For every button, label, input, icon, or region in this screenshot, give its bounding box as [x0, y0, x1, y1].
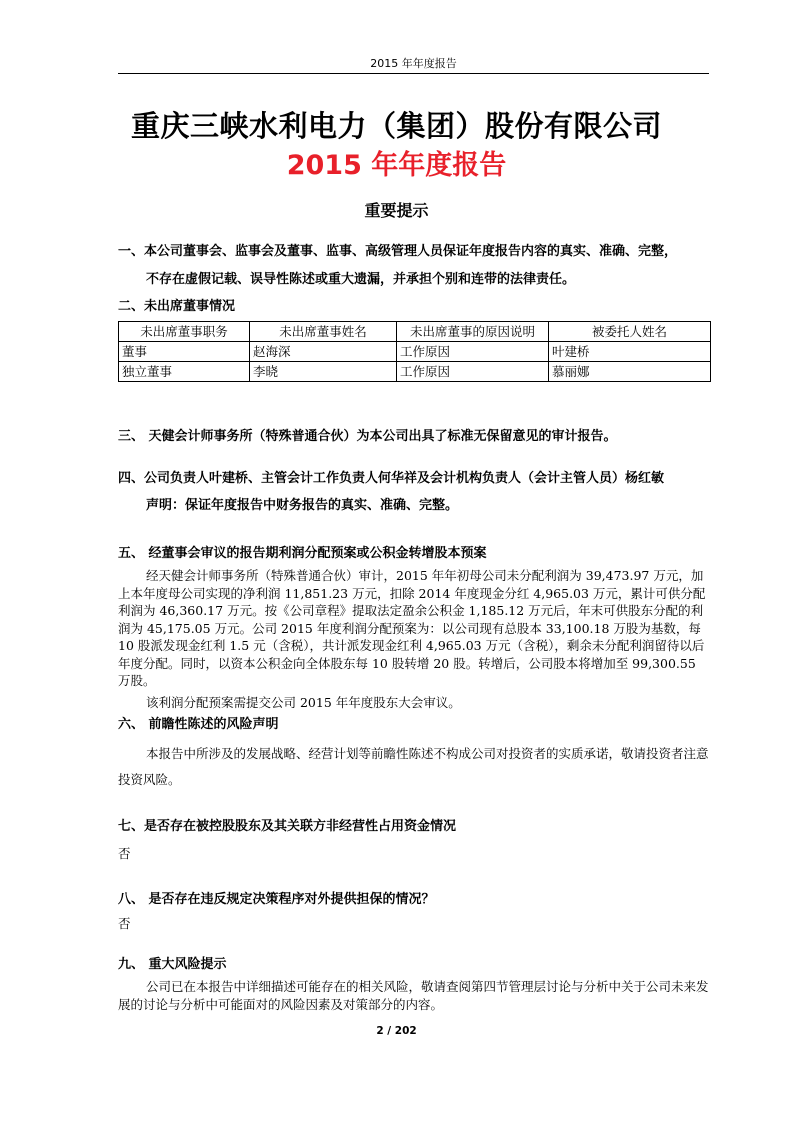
table-header-cell: 被委托人姓名	[549, 322, 711, 342]
report-title: 2015 年年度报告	[286, 150, 507, 181]
section-5-heading: 五、 经董事会审议的报告期利润分配预案或公积金转增股本预案	[118, 546, 487, 561]
table-header-cell: 未出席董事职务	[119, 322, 250, 342]
running-header: 2015 年年度报告	[370, 57, 457, 70]
table-header-cell: 未出席董事的原因说明	[397, 322, 549, 342]
section-4-line-1: 四、公司负责人叶建桥、主管会计工作负责人何华祥及会计机构负责人（会计主管人员）杨红敏	[118, 471, 665, 486]
company-title: 重庆三峡水利电力（集团）股份有限公司	[130, 109, 662, 143]
table-row	[119, 342, 711, 362]
page-number: 2 / 202	[376, 1025, 417, 1037]
table-header-cell: 未出席董事姓名	[250, 322, 397, 342]
section-9-heading: 九、 重大风险提示	[118, 957, 227, 972]
table-header-row	[119, 322, 711, 342]
section-8-heading: 八、 是否存在违反规定决策程序对外提供担保的情况？	[118, 892, 435, 907]
section-1-line-2: 不存在虚假记载、误导性陈述或重大遗漏，并承担个别和连带的法律责任。	[146, 272, 576, 287]
table-cell: 工作原因	[397, 342, 549, 362]
table-cell: 李晓	[250, 362, 397, 382]
table-cell: 独立董事	[119, 362, 250, 382]
section-7-answer: 否	[118, 846, 131, 861]
absent-directors-table	[118, 321, 711, 382]
important-notice-heading: 重要提示	[364, 201, 429, 220]
table-cell: 慕丽娜	[549, 362, 711, 382]
section-5-note: 该利润分配预案需提交公司 2015 年年度股东大会审议。	[146, 695, 461, 710]
section-7-heading: 七、是否存在被控股股东及其关联方非经营性占用资金情况	[118, 819, 457, 834]
section-9-paragraph: 公司已在本报告中详细描述可能存在的相关风险，敬请查阅第四节管理层讨论与分析中关于公司未来发展的讨论与分析中可能面对的风险因素及对策部分的内容。	[118, 979, 709, 1012]
table-row	[119, 362, 711, 382]
section-6-paragraph: 本报告中所涉及的发展战略、经营计划等前瞻性陈述不构成公司对投资者的实质承诺，敬请投资者注意投资风险。	[118, 746, 709, 787]
table-cell: 赵海深	[250, 342, 397, 362]
table-cell: 董事	[119, 342, 250, 362]
section-3-heading: 三、 天健会计师事务所（特殊普通合伙）为本公司出具了标准无保留意见的审计报告。	[118, 429, 617, 444]
section-1-line-1: 一、本公司董事会、监事会及董事、监事、高级管理人员保证年度报告内容的真实、准确、完整，	[118, 244, 678, 259]
section-2-heading: 二、未出席董事情况	[118, 299, 236, 314]
table-cell: 叶建桥	[549, 342, 711, 362]
section-6-heading: 六、 前瞻性陈述的风险声明	[118, 717, 279, 732]
section-5-paragraph: 经天健会计师事务所（特殊普通合伙）审计，2015 年年初母公司未分配利润为 39,473.97 万元，加上本年度母公司实现的净利润 11,851.23 万元，扣除 2014 年度现金分红 4,965.03 万元，累计可供分配利润为 46,360.17 万元。按《公司章程》提取法定盈余公积金 1,185.12 万元后，年末可供股东分配的利润为 45,175.05 万元。公司 2015 年度利润分配预案为：以公司现有总股本 33,100.18 万股为基数，每 10 股派发现金红利 1.5 元（含税），共计派发现金红利 4,965.03 万元（含税），剩余未分配利润留待以后年度分配。同时，以资本公积金向全体股东每 10 股转增 20 股。转增后，公司股本将增加至 99,300.55 万股。	[118, 568, 706, 688]
table-cell: 工作原因	[397, 362, 549, 382]
header-divider	[118, 73, 709, 74]
section-8-answer: 否	[118, 916, 131, 931]
section-4-line-2: 声明：保证年度报告中财务报告的真实、准确、完整。	[146, 498, 459, 513]
